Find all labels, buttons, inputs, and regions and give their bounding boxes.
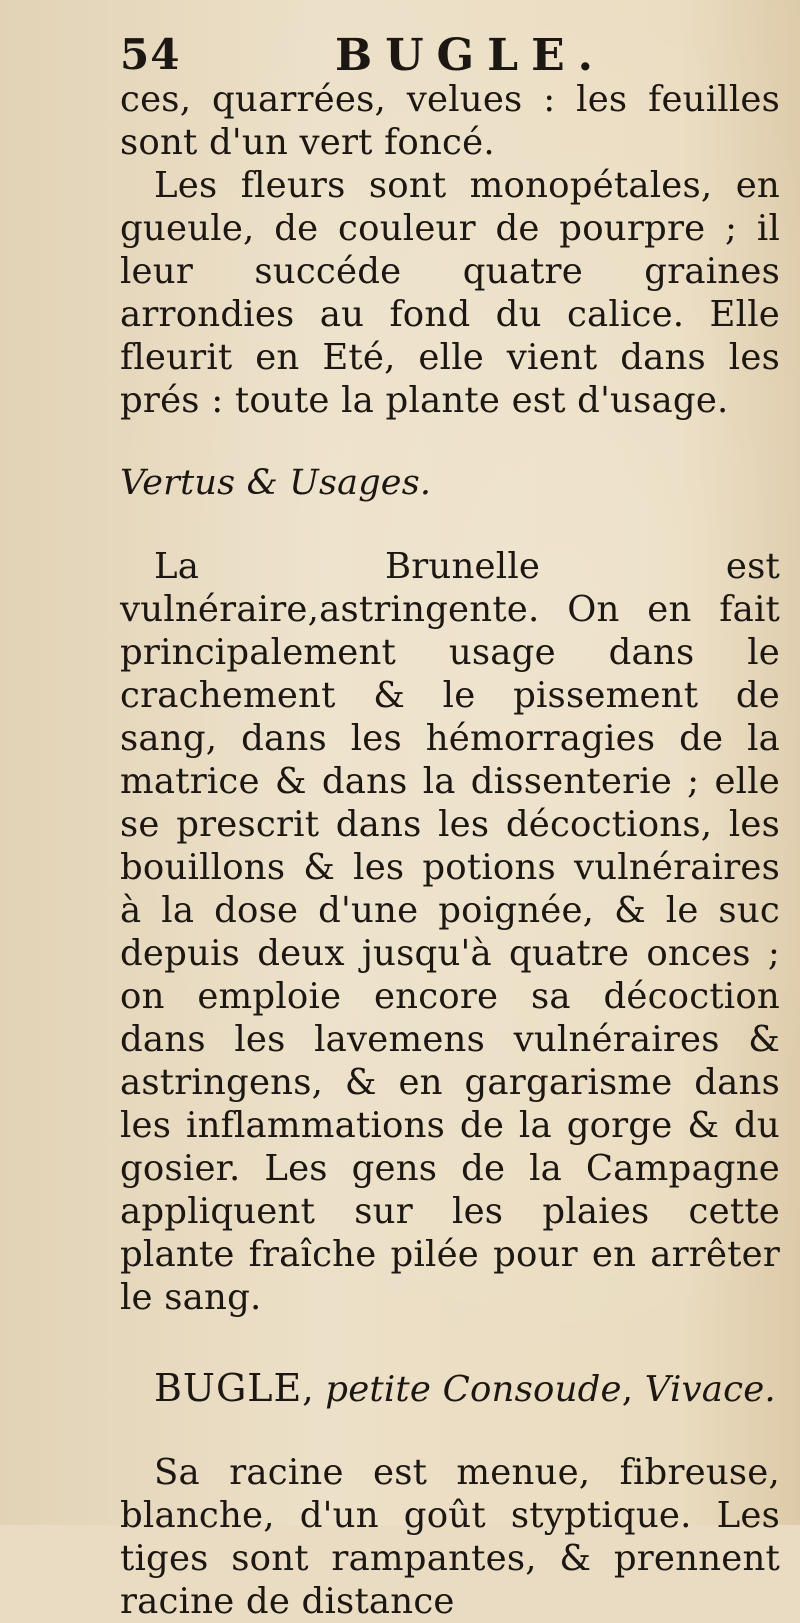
virtues-paragraph: La Brunelle est vulnéraire,astringente. On en fait principalement usage dans le crachement & le pissement de sang, dans les hémorragies de la matrice & dans la dissenterie ; elle se prescrit dans les décoctions, les bouillons & les potions vulnéraires à la dose d'une poignée, & le suc depuis deux jusqu'à quatre onces ; on emploie encore sa décoction dans les lavemens vulnéraires & astringens, & en gargarisme dans les inflammations de la gorge & du gosier. Les gens de la Campagne appliquent sur les plaies cette plante fraîche pilée pour en arrêter le sang. [120,546,780,1318]
entry-duration: Vivace. [644,1369,776,1410]
entry-title [120,1367,780,1411]
section-heading: Vertus & Usages. [120,463,432,503]
entry-separator: , [302,1369,326,1410]
page-number: 54 [120,30,181,79]
spacer [120,1411,780,1451]
text-block [120,78,780,1623]
spacer [120,1319,780,1367]
spacer [120,422,780,462]
continuation-paragraph: ces, quarrées, velues : les feuilles sont d'un vert foncé. [120,79,780,163]
root-paragraph: Sa racine est menue, fibreuse, blanche, d'un goût styptique. Les tiges sont rampantes, & prennent racine de distance [120,1452,780,1622]
entry-name: BUGLE [154,1366,303,1410]
flowers-paragraph: Les fleurs sont monopétales, en gueule, de couleur de pourpre ; il leur succéde quatre graines arrondies au fond du calice. Elle fleurit en Eté, elle vient dans les prés : toute la plante est d'usage. [120,165,780,421]
entry-comma: , [621,1369,645,1410]
running-head: BUGLE. [335,30,606,81]
spacer [120,505,780,545]
entry-synonym: petite Consoude [325,1369,622,1410]
